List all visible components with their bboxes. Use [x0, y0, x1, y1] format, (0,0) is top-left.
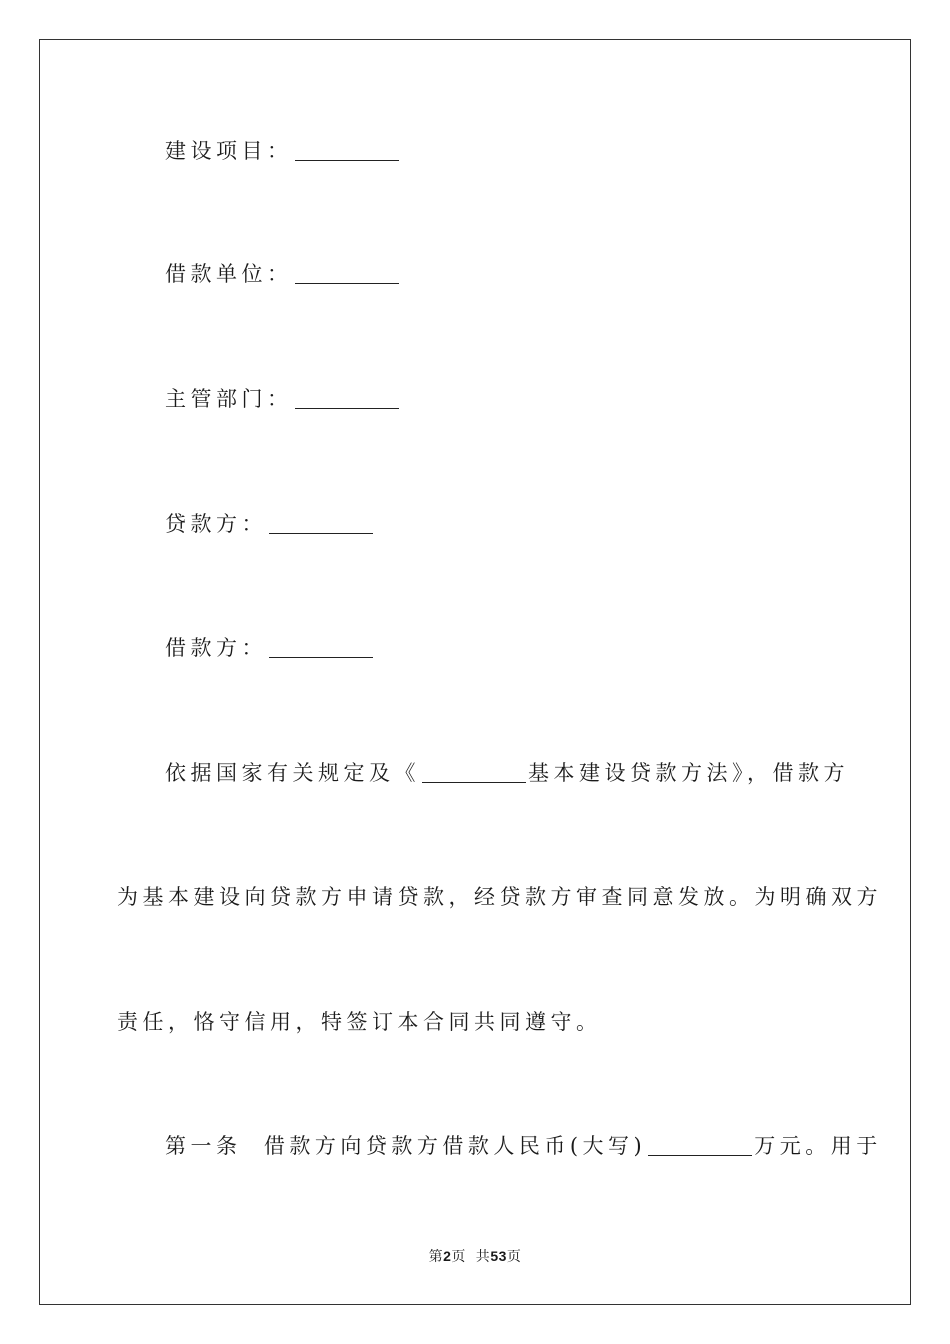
field-supervising-department [165, 389, 401, 410]
fill-in-blank[interactable] [269, 532, 373, 534]
field-label: 贷款方： [165, 512, 267, 536]
paragraph-line-1 [165, 763, 849, 784]
fill-in-blank[interactable] [422, 781, 526, 783]
field-borrower [165, 638, 375, 659]
current-page-number: 2 [443, 1248, 452, 1264]
paragraph-line-2: 为基本建设向贷款方申请贷款，经贷款方审查同意发放。为明确双方 [117, 885, 882, 909]
fill-in-blank[interactable] [269, 656, 373, 658]
paragraph-text: 依据国家有关规定及《 [165, 761, 420, 785]
paragraph-line-3: 责任，恪守信用，特签订本合同共同遵守。 [117, 1010, 602, 1034]
total-page-count: 53 [490, 1248, 507, 1264]
article-text: 万元。用于 [754, 1134, 882, 1158]
fill-in-blank[interactable] [295, 159, 399, 161]
article-text: 第一条 借款方向贷款方借款人民币(大写) [165, 1134, 647, 1158]
article-one [165, 1136, 882, 1157]
field-label: 借款单位： [165, 262, 293, 286]
page-border [39, 39, 911, 1305]
field-lender [165, 514, 375, 535]
fill-in-blank[interactable] [295, 407, 399, 409]
footer-text: 第 [428, 1249, 444, 1265]
page-footer [0, 1249, 950, 1264]
field-construction-project [165, 141, 401, 162]
fill-in-blank[interactable] [648, 1154, 752, 1156]
field-borrowing-unit [165, 264, 401, 285]
paragraph-text: 基本建设贷款方法》，借款方 [528, 761, 849, 785]
field-label: 借款方： [165, 636, 267, 660]
fill-in-blank[interactable] [295, 282, 399, 284]
field-label: 主管部门： [165, 387, 293, 411]
field-label: 建设项目： [165, 139, 293, 163]
footer-text: 页 [506, 1249, 522, 1265]
footer-text: 页 共 [451, 1249, 491, 1265]
